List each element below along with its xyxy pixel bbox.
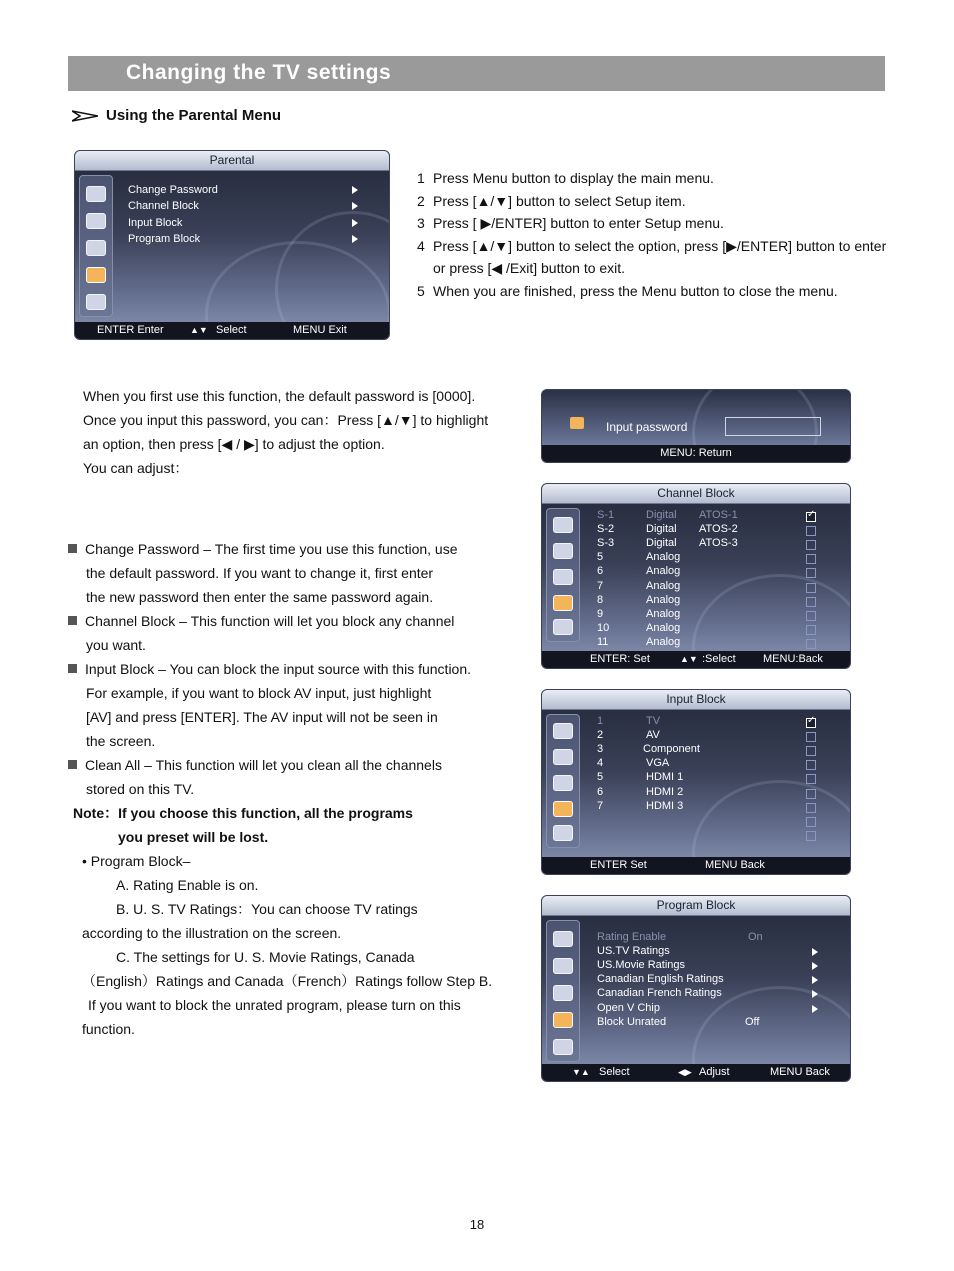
- desc-clean-all: Clean All – This function will let you clean all the channels: [68, 753, 492, 777]
- menu-item-channel-block[interactable]: Channel Block: [128, 200, 199, 212]
- channel-name: ATOS-2: [699, 523, 738, 536]
- menu-sidebar: [79, 175, 113, 317]
- input-checkbox[interactable]: [806, 732, 816, 742]
- arrow-right-icon: [812, 1005, 818, 1013]
- footer-enter: ENTER Set: [590, 859, 647, 871]
- menu-item-input-block[interactable]: Input Block: [128, 217, 183, 229]
- setup-icon[interactable]: [553, 569, 573, 585]
- arrow-right-icon: [352, 202, 358, 210]
- channel-type: Analog: [646, 635, 681, 648]
- footer-menu: MENU Back: [770, 1066, 830, 1078]
- step: 3 Press [ ▶/ENTER] button to enter Setup menu.: [417, 215, 724, 232]
- note: Note：If you choose this function, all the programs: [73, 805, 413, 821]
- left-right-icon: ◀▶: [678, 1067, 692, 1077]
- program-label[interactable]: Rating Enable: [597, 931, 667, 943]
- desc-channel-block: Channel Block – This function will let you block any channel: [68, 609, 492, 633]
- up-down-icon: ▲▼: [190, 325, 208, 335]
- panel-footer: [542, 857, 850, 874]
- channel-checkbox[interactable]: [806, 611, 816, 621]
- channel-type: Analog: [646, 565, 681, 578]
- channel-checkbox[interactable]: [806, 540, 816, 550]
- input-checkbox[interactable]: [806, 803, 816, 813]
- input-name: HDMI 3: [646, 799, 684, 812]
- setup-icon[interactable]: [553, 775, 573, 791]
- channel-checkbox[interactable]: [806, 568, 816, 578]
- input-checkbox[interactable]: [806, 831, 816, 841]
- bullet-square: [68, 616, 77, 625]
- input-checkbox[interactable]: [806, 789, 816, 799]
- panel-title: Channel Block: [542, 484, 850, 504]
- footer-menu: MENU:Back: [763, 653, 823, 665]
- channel-number: 6: [597, 565, 604, 578]
- channel-number: S-2: [597, 523, 615, 536]
- picture-icon[interactable]: [553, 931, 573, 947]
- arrow-right-icon: [812, 976, 818, 984]
- step: 4 Press [▲/▼] button to select the option, press [▶/ENTER] button to enter: [417, 237, 887, 254]
- channel-number: 10: [597, 621, 610, 634]
- step: 5 When you are finished, press the Menu button to close the menu.: [417, 282, 838, 299]
- program-label[interactable]: US.TV Ratings: [597, 945, 670, 958]
- channel-checkbox[interactable]: [806, 554, 816, 564]
- program-block-panel: [541, 895, 851, 1082]
- program-label[interactable]: Canadian French Ratings: [597, 987, 722, 1000]
- sound-icon[interactable]: [553, 543, 573, 559]
- step: 2 Press [▲/▼] button to select Setup item.: [417, 192, 686, 209]
- lock-icon[interactable]: [553, 801, 573, 817]
- arrow-right-icon: [812, 948, 818, 956]
- step: 1 Press Menu button to display the main menu.: [417, 170, 714, 186]
- footer-menu: MENU Back: [705, 859, 765, 871]
- panel-title: Parental: [75, 151, 389, 171]
- channel-checkbox[interactable]: [806, 512, 816, 522]
- channel-checkbox[interactable]: [806, 639, 816, 649]
- channel-number: 5: [597, 551, 604, 564]
- input-name: VGA: [646, 757, 670, 770]
- footer-enter: ENTER: Set: [590, 653, 650, 665]
- program-label[interactable]: Canadian English Ratings: [597, 973, 724, 986]
- channel-type: Analog: [646, 593, 681, 606]
- lock-icon: [570, 417, 584, 429]
- panel-footer: [75, 322, 389, 339]
- channel-number: 8: [597, 593, 604, 606]
- section-heading: [72, 107, 281, 124]
- page-number: 18: [469, 1217, 485, 1232]
- footer-adjust: Adjust: [699, 1066, 730, 1078]
- channel-icon[interactable]: [86, 294, 106, 310]
- channel-checkbox[interactable]: [806, 625, 816, 635]
- channel-number: 9: [597, 607, 604, 620]
- input-checkbox[interactable]: [806, 817, 816, 827]
- channel-checkbox[interactable]: [806, 526, 816, 536]
- input-block-panel: [541, 689, 851, 875]
- channel-number: S-1: [597, 509, 615, 521]
- menu-sidebar: [546, 714, 580, 848]
- setup-icon[interactable]: [86, 240, 106, 256]
- panel-title: Program Block: [542, 896, 850, 916]
- input-checkbox[interactable]: [806, 774, 816, 784]
- parental-menu-panel: [74, 150, 390, 340]
- footer-menu: MENU Exit: [293, 324, 347, 336]
- section-title: Using the Parental Menu: [106, 107, 282, 124]
- sound-icon[interactable]: [86, 213, 106, 229]
- up-down-icon: ▲▼: [680, 654, 698, 664]
- intro-text: When you first use this function, the default password is [0000]. Once you input this password, you can：Press [▲/▼] to highlight an option, then press [◀ / ▶] to adjust the option. You can adjust：: [83, 388, 489, 476]
- program-value: On: [748, 931, 763, 943]
- setup-icon[interactable]: [553, 985, 573, 1001]
- input-number: 7: [597, 799, 604, 812]
- footer-select: :Select: [702, 653, 736, 665]
- panel-footer: [542, 1064, 850, 1081]
- menu-sidebar: [546, 920, 580, 1062]
- footer-select: Select: [216, 324, 247, 336]
- password-label: Input password: [606, 420, 688, 434]
- password-footer: MENU: Return: [542, 445, 850, 462]
- desc-input-block: Input Block – You can block the input source with this function.: [68, 657, 492, 681]
- page-title: Changing the TV settings: [126, 61, 392, 84]
- input-number: 3: [597, 743, 604, 756]
- panel-title: Input Block: [542, 690, 850, 710]
- footer-select: Select: [599, 1066, 630, 1078]
- input-name: Component: [643, 743, 700, 756]
- arrow-right-icon: [352, 219, 358, 227]
- lock-icon[interactable]: [86, 267, 106, 283]
- input-name: AV: [646, 729, 660, 742]
- arrow-right-icon: [352, 186, 358, 194]
- channel-icon[interactable]: [553, 619, 573, 635]
- input-number: 2: [597, 729, 604, 742]
- picture-icon[interactable]: [86, 186, 106, 202]
- lock-icon[interactable]: [553, 1012, 573, 1028]
- menu-sidebar: [546, 508, 580, 642]
- footer-enter: ENTER Enter: [97, 324, 164, 336]
- channel-name: ATOS-1: [699, 509, 738, 521]
- channel-type: Digital: [646, 523, 677, 536]
- menu-item-program-block[interactable]: Program Block: [128, 233, 201, 245]
- input-checkbox[interactable]: [806, 760, 816, 770]
- program-label[interactable]: Open V Chip: [597, 1001, 660, 1014]
- arrow-right-icon: [812, 990, 818, 998]
- lock-icon[interactable]: [553, 595, 573, 611]
- input-checkbox[interactable]: [806, 718, 816, 728]
- arrow-right-icon: [812, 962, 818, 970]
- desc-change-password: Change Password – The first time you use this function, use: [68, 537, 492, 561]
- picture-icon[interactable]: [553, 723, 573, 739]
- channel-number: S-3: [597, 537, 615, 550]
- input-number: 4: [597, 757, 604, 770]
- up-down-icon: ▼▲: [572, 1067, 590, 1077]
- bullet-square: [68, 544, 77, 553]
- channel-type: Digital: [646, 509, 677, 521]
- step: or press [◀ /Exit] button to exit.: [433, 260, 626, 277]
- channel-checkbox[interactable]: [806, 597, 816, 607]
- input-name: TV: [646, 715, 661, 727]
- channel-number: 7: [597, 579, 604, 592]
- menu-item-change-password[interactable]: Change Password: [128, 184, 218, 196]
- password-input[interactable]: [725, 417, 821, 436]
- sound-icon[interactable]: [553, 749, 573, 765]
- channel-type: Analog: [646, 579, 681, 592]
- channel-icon[interactable]: [553, 1039, 573, 1055]
- program-label[interactable]: Block Unrated: [597, 1015, 667, 1028]
- input-name: HDMI 1: [646, 771, 684, 784]
- descriptions: Change Password – The first time you use this function, use the default password. If you want to change it, first enter the new password then enter the same password again. Channel Block – This function will let you block any channel you want. Input Block – You can block the input source with this function. For example, if you want to block AV input, just highlight [AV] and press [ENTER]. The AV input will not be seen in the screen. Clean All – This function will let you clean all the channels stored on this TV. Note：If you choose this function, all the programs you preset will be lost. • Program Block– A. Rating Enable is on. B. U. S. TV Ratings：You can choose TV ratings according to the illustration on the screen. C. The settings for U. S. Movie Ratings, Canada （English）Ratings and Canada（French）Ratings follow Step B. If you want to block the unrated program, please turn on this function.: [68, 537, 492, 1041]
- program-value: Off: [745, 1015, 760, 1028]
- channel-type: Analog: [646, 621, 681, 634]
- channel-number: 11: [597, 635, 609, 648]
- input-number: 5: [597, 771, 604, 784]
- steps-list: [417, 167, 897, 303]
- arrow-right-icon: [352, 235, 358, 243]
- input-number: 1: [597, 715, 604, 727]
- program-label[interactable]: US.Movie Ratings: [597, 959, 686, 972]
- channel-icon[interactable]: [553, 825, 573, 841]
- channel-checkbox[interactable]: [806, 583, 816, 593]
- input-number: 6: [597, 785, 604, 798]
- channel-type: Analog: [646, 551, 681, 564]
- arrow-icon: [72, 110, 98, 122]
- bullet-square: [68, 760, 77, 769]
- title-bar: [68, 56, 885, 91]
- picture-icon[interactable]: [553, 517, 573, 533]
- bullet-square: [68, 664, 77, 673]
- channel-name: ATOS-3: [699, 537, 738, 550]
- sound-icon[interactable]: [553, 958, 573, 974]
- input-name: HDMI 2: [646, 785, 684, 798]
- password-panel: [541, 389, 851, 463]
- channel-type: Digital: [646, 537, 677, 550]
- channel-type: Analog: [646, 607, 681, 620]
- channel-block-panel: [541, 483, 851, 669]
- input-checkbox[interactable]: [806, 746, 816, 756]
- program-block-heading: • Program Block–: [82, 853, 191, 869]
- panel-footer: [542, 651, 850, 668]
